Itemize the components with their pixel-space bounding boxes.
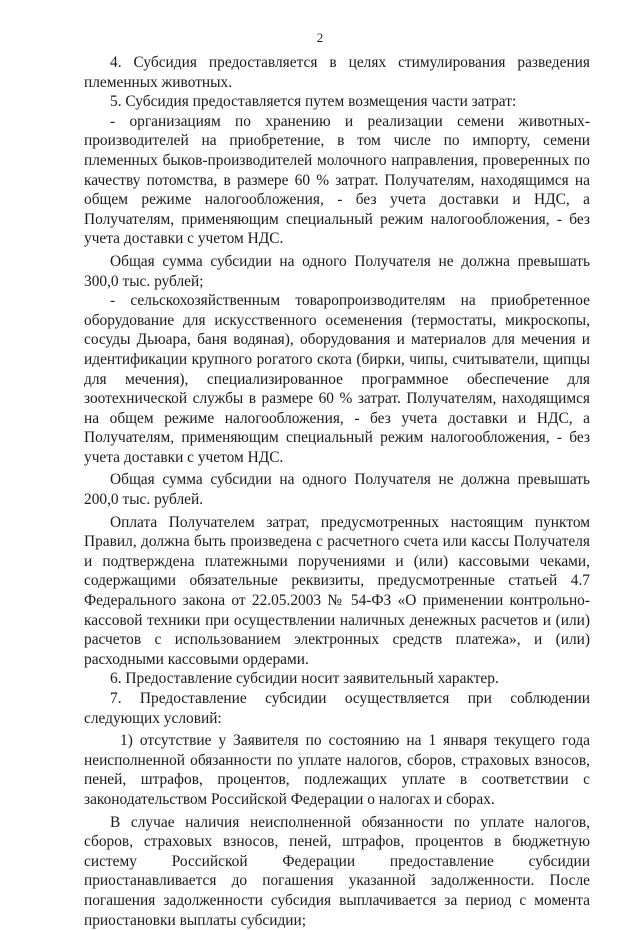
- condition-1-no-tax-debt: 1) отсутствие у Заявителя по состоянию на 1 января текущего года неисполненной обязанности по уплате налогов, сборов, страховых взносов, пеней, штрафов, процентов, подлежащих уплате в соответствии с законодательством Российской Федерации о налогах и сборах.: [84, 732, 590, 808]
- paragraph-debt-suspension: В случае наличия неисполненной обязанности по уплате налогов, сборов, страховых взносов, пеней, штрафов, процентов в бюджетную систему Российской Федерации предоставление субсидии приостанавливается до погашения указанной задолженности. После погашения задолженности субсидия выплачивается за период с момента приостановки выплаты субсидии;: [84, 813, 590, 929]
- paragraph-5-semen-organizations: - организациям по хранению и реализации семени животных-производителей на приобретение, в том числе по импорту, семени племенных быков-производителей молочного направления, проверенных по качеству потомства, в размере 60 % затрат. Получателям, находящимся на общем режиме налогообложения, - без учета доставки и НДС, а Получателям, применяющим специальный режим налогообложения, - без учета доставки с учетом НДС.: [84, 112, 590, 248]
- paragraph-6-application: 6. Предоставление субсидии носит заявительный характер.: [110, 670, 499, 688]
- page-number: 2: [316, 30, 324, 45]
- paragraph-5-equipment-producers: - сельскохозяйственным товаропроизводителям на приобретенное оборудование для искусственного осеменения (термостаты, микроскопы, сосуды Дьюара, баня водяная), оборудования и материалов для мечения и идентификации крупного рогатого скота (бирки, чипы, считыватели, щипцы для мечения), специализированное программное обеспечение для зоотехнической службы в размере 60 % затрат. Получателям, находящимся на общем режиме налогообложения, - без учета доставки и НДС, а Получателям, применяющим специальный режим налогообложения, - без учета доставки с учетом НДС.: [84, 292, 590, 466]
- paragraph-7-conditions: 7. Предоставление субсидии осуществляется при соблюдении следующих условий:: [84, 690, 590, 727]
- paragraph-limit-300: Общая сумма субсидии на одного Получателя не должна превышать 300,0 тыс. рублей;: [84, 252, 590, 290]
- paragraph-limit-200: Общая сумма субсидии на одного Получателя не должна превышать 200,0 тыс. рублей.: [84, 471, 590, 509]
- paragraph-4-goal: 4. Субсидия предоставляется в целях стимулирования разведения племенных животных.: [84, 54, 590, 91]
- document-body: [84, 53, 590, 930]
- paragraph-5-intro: 5. Субсидия предоставляется путем возмещения части затрат:: [110, 93, 517, 111]
- paragraph-payment-terms: Оплата Получателем затрат, предусмотренных настоящим пунктом Правил, должна быть произведена с расчетного счета или кассы Получателя и подтверждена платежными поручениями и (или) кассовыми чеками, содержащими обязательные реквизиты, предусмотренные статьей 4.7 Федерального закона от 22.05.2003 № 54-ФЗ «О применении контрольно-кассовой техники при осуществлении наличных денежных расчетов и (или) расчетов с использованием электронных средств платежа», и (или) расходными кассовыми ордерами.: [84, 513, 590, 668]
